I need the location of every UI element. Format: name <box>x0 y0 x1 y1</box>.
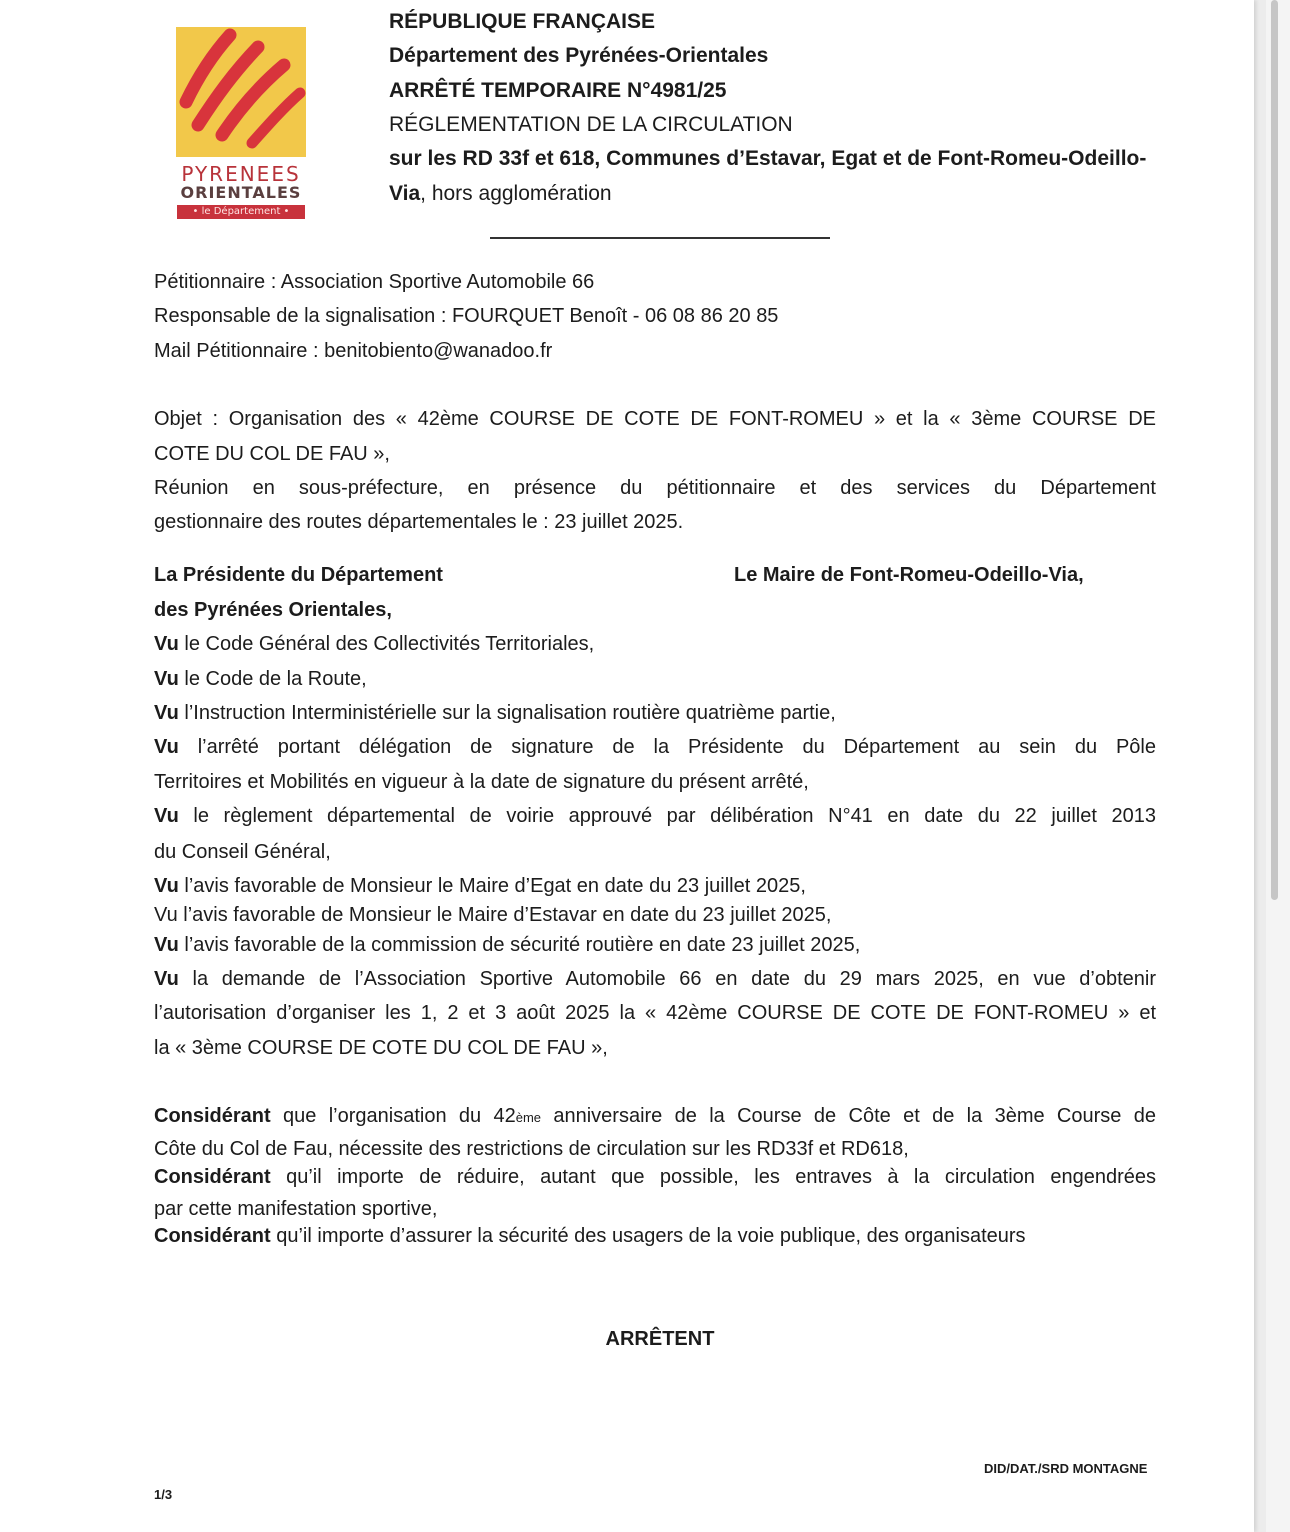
vu-text: le Code de la Route, <box>178 668 367 690</box>
scrollbar-thumb[interactable] <box>1271 0 1278 900</box>
considerant-2-continued: par cette manifestation sportive, <box>154 1198 438 1220</box>
vu-item-continued: du Conseil Général, <box>154 841 331 863</box>
header-routes: sur les RD 33f et 618, Communes d’Estavar, Egat et de Font-Romeu-Odeillo- <box>389 147 1147 170</box>
petitionnaire: Pétitionnaire : Association Sportive Automobile 66 <box>154 271 595 293</box>
considerant-keyword: Considérant <box>154 1166 271 1188</box>
vu-item-plain: Vu l’avis favorable de Monsieur le Maire d’Estavar en date du 23 juillet 2025, <box>154 904 832 926</box>
header-divider <box>490 237 830 239</box>
considerant-keyword: Considérant <box>154 1225 271 1247</box>
vu-text: l’arrêté portant délégation de signature de la Présidente du Département au sein du Pôle <box>178 736 1156 758</box>
mail-petitionnaire: Mail Pétitionnaire : benitobiento@wanadoo.fr <box>154 340 553 362</box>
page-number: 1/3 <box>154 1487 173 1502</box>
considerant-1-continued: Côte du Col de Fau, nécessite des restrictions de circulation sur les RD33f et RD618, <box>154 1138 909 1160</box>
vu-text: la demande de l’Association Sportive Automobile 66 en date du 29 mars 2025, en vue d’obtenir <box>178 968 1156 990</box>
vu-text: le Code Général des Collectivités Territoriales, <box>178 633 595 655</box>
considerant-superscript: ème <box>515 1110 542 1125</box>
objet-line-1: Objet : Organisation des « 42ème COURSE DE COTE DE FONT-ROMEU » et la « 3ème COURSE DE <box>154 408 1156 430</box>
vu-text: l’Instruction Interministérielle sur la signalisation routière quatrième partie, <box>178 702 836 724</box>
considerant-keyword: Considérant <box>154 1105 271 1127</box>
vu-keyword: Vu <box>154 668 179 690</box>
presidente-line-2: des Pyrénées Orientales, <box>154 599 392 621</box>
vu-keyword: Vu <box>154 968 179 990</box>
header-republique: RÉPUBLIQUE FRANÇAISE <box>389 10 656 33</box>
vu-item <box>154 802 1156 830</box>
vu-item-continued: Territoires et Mobilités en vigueur à la date de signature du présent arrêté, <box>154 771 809 793</box>
footer-service: DID/DAT./SRD MONTAGNE <box>984 1461 1148 1476</box>
vu-keyword: Vu <box>154 736 179 758</box>
arretent-heading: ARRÊTENT <box>605 1328 715 1350</box>
vu-keyword: Vu <box>154 875 179 897</box>
vu-text: l’avis favorable de Monsieur le Maire d’Egat en date du 23 juillet 2025, <box>178 875 806 897</box>
header-via: Via <box>389 182 421 205</box>
vu-text: l’avis favorable de la commission de sécurité routière en date 23 juillet 2025, <box>178 934 861 956</box>
logo-text-orientales: ORIENTALES <box>180 183 302 202</box>
considerant-text: qu’il importe de réduire, autant que possible, les entraves à la circulation engendrées <box>270 1166 1156 1188</box>
logo-text-pyrenees: PYRENEES <box>181 162 301 186</box>
vu-keyword: Vu <box>154 934 179 956</box>
considerant-1 <box>154 1102 1156 1132</box>
header-hors-text: , hors agglomération <box>420 182 612 205</box>
vu-keyword: Vu <box>154 702 179 724</box>
presidente-line-1: La Présidente du Département <box>154 564 443 586</box>
vu-keyword: Vu <box>154 805 179 827</box>
header-arrete-number: ARRÊTÉ TEMPORAIRE N°4981/25 <box>389 79 727 102</box>
objet-line-3: Réunion en sous-préfecture, en présence du pétitionnaire et des services du Département <box>154 477 1156 499</box>
vu-item-continued: la « 3ème COURSE DE COTE DU COL DE FAU », <box>154 1037 608 1059</box>
vu-text: le règlement départemental de voirie approuvé par délibération N°41 en date du 22 juillet 2013 <box>178 805 1156 827</box>
objet-line-2: COTE DU COL DE FAU », <box>154 443 390 465</box>
vu-item <box>154 931 860 959</box>
logo-text-departement: • le Département • <box>177 205 305 219</box>
vu-item <box>154 965 1156 993</box>
scrollbar[interactable] <box>1266 0 1290 1532</box>
vu-item <box>154 872 806 900</box>
logo-claw-marks-icon <box>176 27 306 157</box>
vu-item <box>154 699 836 727</box>
header-hors-agglomeration <box>389 180 612 208</box>
vu-item <box>154 733 1156 761</box>
vu-item <box>154 665 367 693</box>
header-reglementation: RÉGLEMENTATION DE LA CIRCULATION <box>389 113 793 136</box>
considerant-text: anniversaire de la Course de Côte et de la 3ème Course de <box>541 1105 1156 1127</box>
considerant-text: que l’organisation du 42 <box>270 1105 516 1127</box>
objet-line-4: gestionnaire des routes départementales le : 23 juillet 2025. <box>154 511 684 533</box>
considerant-3 <box>154 1222 1026 1250</box>
considerant-2 <box>154 1163 1156 1191</box>
considerant-text: qu’il importe d’assurer la sécurité des usagers de la voie publique, des organisateurs <box>270 1225 1026 1247</box>
maire-font-romeu: Le Maire de Font-Romeu-Odeillo-Via, <box>734 564 1084 586</box>
vu-item-continued: l’autorisation d’organiser les 1, 2 et 3 août 2025 la « 42ème COURSE DE COTE DE FONT-ROMEU » et <box>154 1002 1156 1024</box>
departement-logo <box>173 24 309 217</box>
header-departement: Département des Pyrénées-Orientales <box>389 44 769 67</box>
vu-item <box>154 630 594 658</box>
responsable-signalisation: Responsable de la signalisation : FOURQUET Benoît - 06 08 86 20 85 <box>154 305 779 327</box>
vu-keyword: Vu <box>154 633 179 655</box>
logo-square <box>176 27 306 157</box>
